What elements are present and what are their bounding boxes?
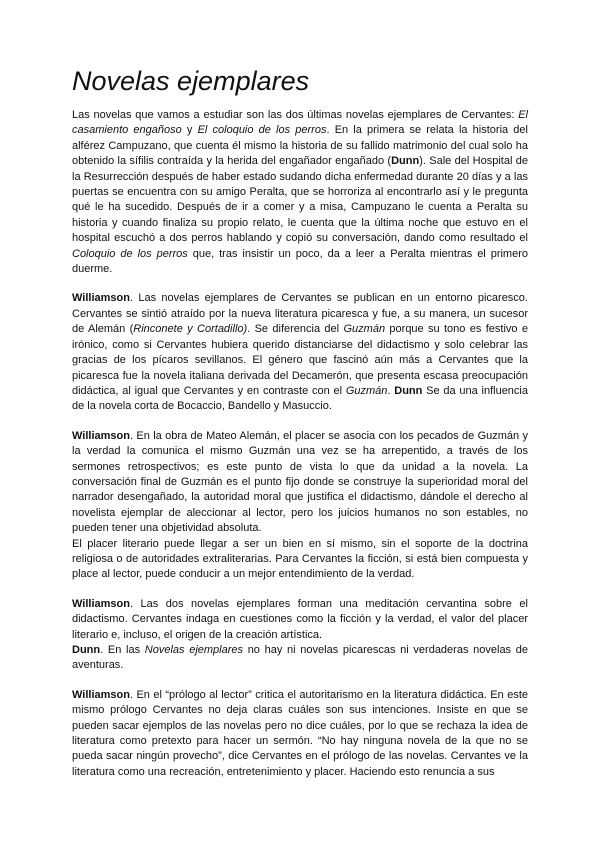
document-title: Novelas ejemplares [72,66,310,96]
work-title: El coloquio de los perros [197,124,327,137]
text-run: porque su tono es festivo e irónico, como si Cervantes hubiera querido distanciarse del didactismo y solo celebrar las gracias de los pícaros sevillanos. El género que fascinó aún más a Cervantes que la picaresca fue la novela italiana derivada del Decamerón, que presenta escasa preocupación didáctica, al igual que Cervantes y en contraste con el [72,323,528,397]
text-run: . En el “prólogo al lector” critica el autoritarismo en la literatura didáctica. En este mismo prólogo Cervantes no deja claras cuáles son sus intenciones. Insiste en que se pueden sacar ejemplos de las novelas pero no dice cuáles, por lo que se rechaza la idea de literatura como pretexto para hacer un sermón. “No hay ninguna novela de la que no se pueda sacar ningún provecho”, dice Cervantes en el prólogo de las novelas. Cervantes ve la literatura como una recreación, entretenimiento y placer. Haciendo esto renuncia a sus [72,688,528,778]
work-title: Coloquio de los perros [72,247,188,260]
paragraph-williamson-didacticism [72,597,528,643]
paragraph-williamson-prologue [72,688,528,780]
text-run: y [181,124,198,137]
text-run: . En las [100,644,145,656]
author-citation: Williamson [72,688,130,701]
text-run: . Se diferencia del [247,323,344,336]
work-title: El casamiento engañoso [72,109,528,137]
paragraph-williamson-aleman [72,429,528,537]
author-citation: Dunn [72,644,101,656]
text-run: . Las dos novelas ejemplares forman una meditación cervantina sobre el didactismo. Cervantes indaga en cuestiones como la ficción y la verdad, el valor del placer literario e, incluso, el origen de la creación artística. [72,597,528,641]
paragraph-intro [72,108,528,277]
author-citation: Williamson [72,597,130,610]
text-run: . [387,384,395,397]
author-citation: Williamson [72,429,130,442]
text-run: Las novelas que vamos a estudiar son las dos últimas novelas ejemplares de Cervantes: [72,109,519,121]
text-run: que, tras insistir un poco, da a leer a Peralta mientras el primero duerme. [72,247,528,276]
work-title: Novelas ejemplares [144,644,243,656]
text-run: El placer literario puede llegar a ser un bien en sí mismo, sin el soporte de la doctrina religiosa o de autoridades extraliterarias. Para Cervantes la ficción, si está bien compuesta y place al lector, puede conducir a un mejor entendimiento de la verdad. [72,537,528,581]
work-title: Rinconete y Cortadillo) [133,323,248,336]
paragraph-gap [72,674,528,688]
work-title: Guzmán [343,323,386,336]
author-citation: Williamson [72,292,130,305]
paragraph-williamson-picaresque [72,291,528,414]
paragraph-gap [72,277,528,291]
paragraph-literary-pleasure [72,537,528,583]
paragraph-gap [72,415,528,429]
text-run: . Las novelas ejemplares de Cervantes se publican en un entorno picaresco. Cervantes se sintió atraído por la nueva literatura picaresca y fue, a su manera, un sucesor de Alemán ( [72,292,528,336]
text-run: . En la primera se relata la historia del alférez Campuzano, que cuenta él mismo la historia de su fallido matrimonio del cual solo ha obtenido la sífilis contraída y la herida del engañador engañado ( [72,124,528,168]
text-run: no hay ni novelas picarescas ni verdaderas novelas de aventuras. [72,644,528,672]
author-citation: Dunn [391,155,420,168]
paragraph-dunn-no-picaresque [72,643,528,674]
text-run: Se da una influencia de la novela corta de Bocaccio, Bandello y Masuccio. [72,384,528,413]
author-citation: Dunn [394,384,423,397]
work-title: Guzmán [345,384,388,397]
text-run: ). Sale del Hospital de la Resurrección después de haber estado sudando dicha enfermedad durante 20 días y a las puertas se encuentra con su amigo Peralta, que se horroriza al encontrarlo así y le pregunta qué le ha sucedido. Después de ir a comer y a misa, Campuzano le cuenta a Peralta su historia y cuando finaliza su propio relato, le cuenta que la última noche que estuvo en el hospital escuchó a dos perros hablando y copió su conversación, dando como resultado el [72,155,528,245]
text-run: . En la obra de Mateo Alemán, el placer se asocia con los pecados de Guzmán y la verdad la comunica el mismo Guzmán una vez se ha arrepentido, a través de los sermones retrospectivos; es este punto de vista lo que da unidad a la novela. La conversación final de Guzmán es el punto fijo donde se construye la superioridad moral del narrador desengañado, la autoridad moral que justifica el didactismo, dándole el derecho al novelista ejemplar de aleccionar al lector, pero los juicios humanos no son estables, no pueden tener una objetividad absoluta. [72,429,528,535]
paragraph-gap [72,583,528,597]
